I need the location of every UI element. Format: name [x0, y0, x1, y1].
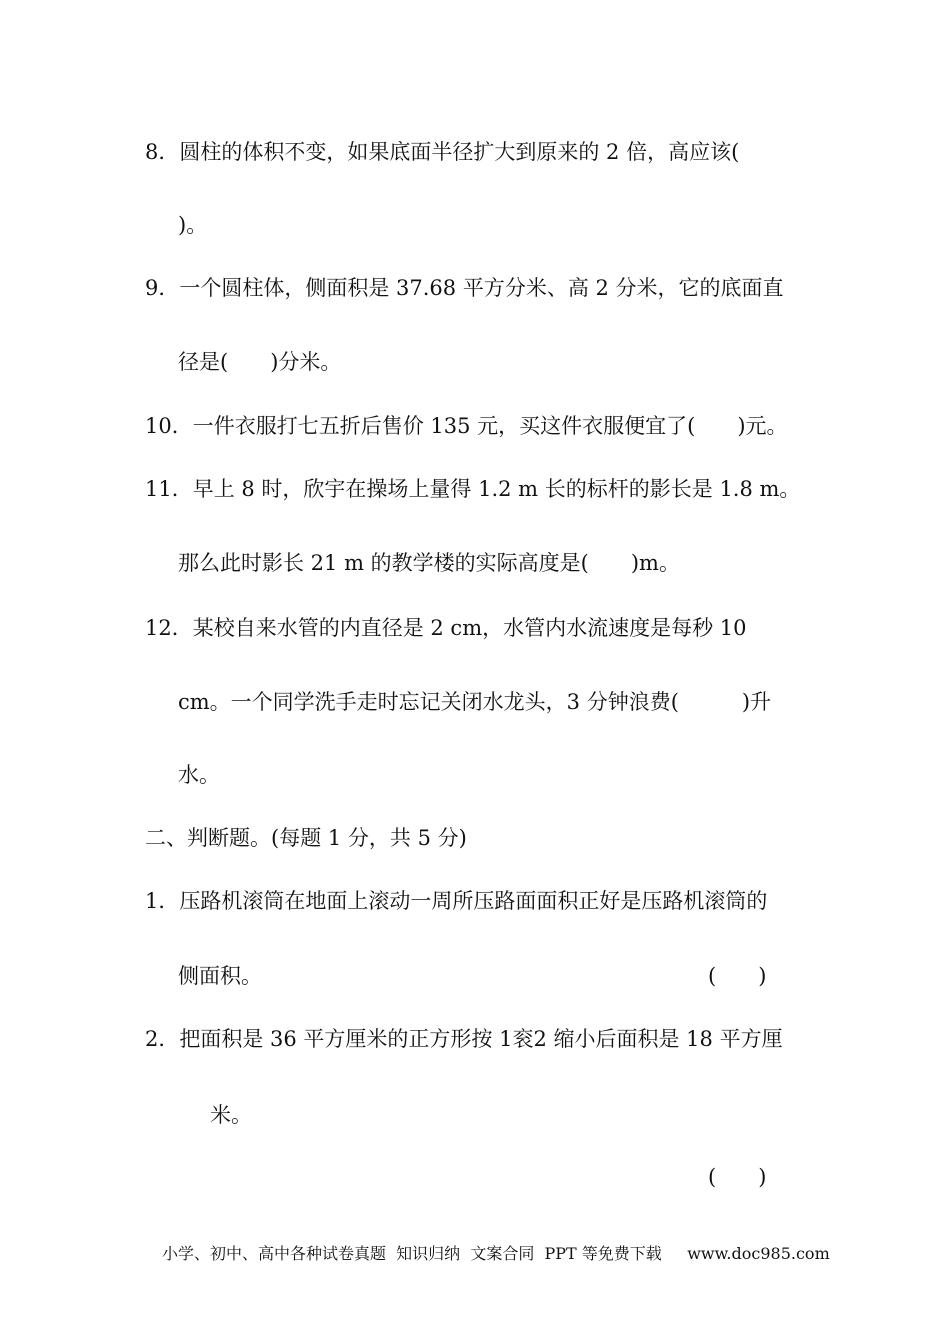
footer-text: 小学、初中、高中各种试卷真题 知识归纳 文案合同 PPT 等免费下载 www.doc985.com	[162, 1244, 830, 1263]
question-11-line-1: 11．早上 8 时，欣宇在操场上量得 1.2 m 长的标杆的影长是 1.8 m。	[145, 477, 801, 501]
question-12-line-2: cm。一个同学洗手走时忘记关闭水龙头，3 分钟浪费( )升	[178, 690, 772, 714]
question-9-line-1: 9．一个圆柱体，侧面积是 37.68 平方分米、高 2 分米，它的底面直	[145, 276, 784, 300]
tf-question-1-line-2: 侧面积。	[178, 964, 262, 988]
question-11-line-2: 那么此时影长 21 m 的教学楼的实际高度是( )m。	[178, 551, 680, 575]
tf-question-1-answer-parens: ( )	[708, 964, 767, 988]
question-10: 10．一件衣服打七五折后售价 135 元，买这件衣服便宜了( )元。	[145, 414, 788, 438]
question-12-line-3: 水。	[178, 763, 220, 787]
question-8-line-2: )。	[178, 213, 208, 237]
tf-question-1-line-1: 1．压路机滚筒在地面上滚动一周所压路面面积正好是压路机滚筒的	[145, 889, 768, 913]
section-heading-true-false: 二、判断题。(每题 1 分，共 5 分)	[145, 826, 467, 850]
tf-question-2-line-2: 米。	[210, 1103, 252, 1127]
tf-question-2-line-1: 2．把面积是 36 平方厘米的正方形按 1衮2 缩小后面积是 18 平方厘	[145, 1027, 783, 1051]
tf-question-2-answer-parens: ( )	[708, 1165, 767, 1189]
question-12-line-1: 12．某校自来水管的内直径是 2 cm，水管内水流速度是每秒 10	[145, 616, 747, 640]
question-8-line-1: 8．圆柱的体积不变，如果底面半径扩大到原来的 2 倍，高应该(	[145, 140, 740, 164]
question-9-line-2: 径是( )分米。	[178, 350, 342, 374]
